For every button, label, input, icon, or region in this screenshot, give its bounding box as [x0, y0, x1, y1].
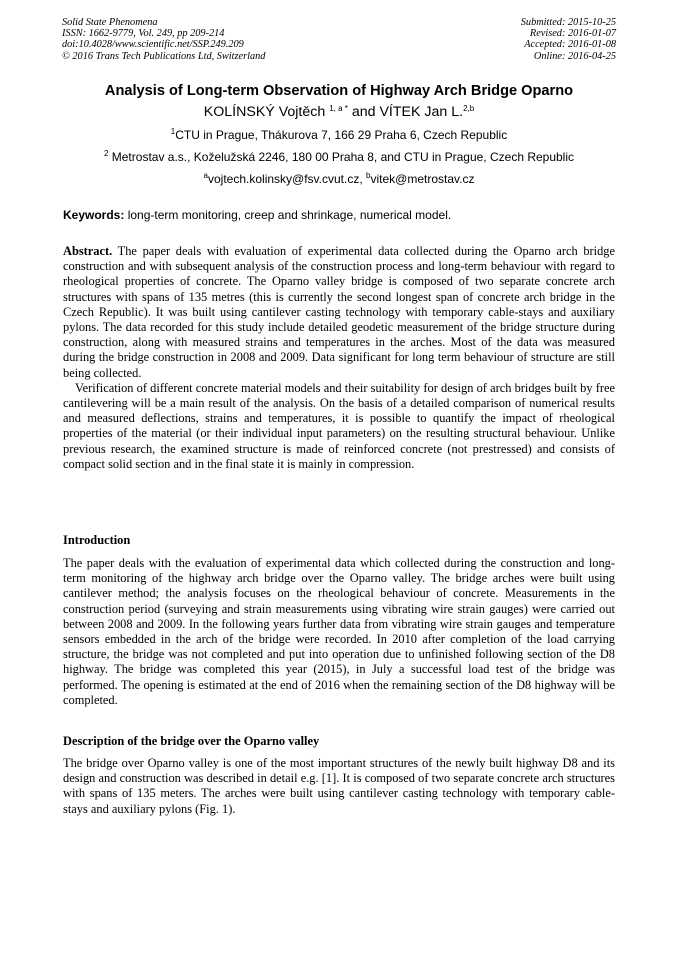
author-line [40, 103, 638, 121]
abstract-paragraph-2: Verification of different concrete material models and their suitability for design of arch bridges built by free cantilevering will be a main result of the analysis. On the basis of a detailed comparison of numerical results and measured deflections, strains and temperatures, it is possible to quantify the impact of rheological properties of the material (or their individual input parameters) on the resulting structural behaviour. Unlike previous research, the examined structure is made of reinforced concrete (not prestressed) and consists of compact solid section and in the final state it is mainly in compression. [63, 380, 615, 471]
affiliation-2-mark: 2 [103, 149, 109, 158]
email-1-mark: a [203, 171, 208, 180]
author-1: KOLÍNSKÝ Vojtěch [203, 104, 326, 120]
date-online: Online: 2016-04-25 [533, 50, 616, 62]
email-1: vojtech.kolinsky@fsv.cvut.cz, [208, 172, 363, 186]
abstract-paragraph-1-text: The paper deals with evaluation of experimental data collected during the Oparno arch bridge construction and with subsequent analysis of the construction process and long-term behaviour with regard to rheological properties of concrete. The Oparno valley bridge is composed of two separate concrete arch structures with spans of 135 metres (this is currently the second longest span of concrete arch bridge in the Czech Republic). It was built using cantilever casting technology with temporary cable-stays and auxiliary pylons. The data recorded for this study include detailed geodetic measurement of the bridge structure during construction, along with measured strains and temperatures in the arches. Most of the data was measured during the bridge construction in 2008 and 2009. Data significant for long term behaviour of structure are still being collected. [63, 244, 615, 380]
author-2-mark: 2,b [463, 104, 475, 113]
publication-dates [521, 17, 616, 62]
journal-issn: ISSN: 1662-9779, Vol. 249, pp 209-214 [62, 28, 225, 40]
keywords [63, 208, 615, 223]
introduction-section [63, 556, 615, 708]
section-heading-introduction: Introduction [63, 533, 131, 547]
abstract-label: Abstract. [63, 244, 113, 258]
abstract [63, 244, 615, 472]
email-2: vitek@metrostav.cz [370, 172, 475, 186]
introduction-paragraph-1: The paper deals with the evaluation of experimental data which collected during the construction and long-term monitoring of the highway arch bridge over the Oparno valley. The bridge arches were built using cantilever method; the analysis focuses on the rheological behaviour of concrete. Measurements in the construction period (surveying and strain measurements using vibrating wire strain gauges) were carried out between 2008 and 2009. In the following years further data from vibrating wire strain gauges and temperature sensors embedded in the arch of the bridge were recorded. In 2010 after completion of the load carrying structure, the bridge was not completed and put into operation due to unfinished following section of the D8 highway. The bridge was completed this year (2015), in July a successful load test of the bridge was performed. The opening is estimated at the end of 2016 when the remaining section of the D8 highway will be completed. [63, 556, 615, 707]
date-submitted: Submitted: 2015-10-25 [520, 17, 616, 28]
affiliation-1-mark: 1 [170, 127, 176, 136]
abstract-paragraph-1 [63, 244, 615, 381]
paper-title: Analysis of Long-term Observation of Highway Arch Bridge Oparno [104, 83, 574, 99]
journal-copyright: © 2016 Trans Tech Publications Ltd, Switzerland [62, 50, 266, 62]
affiliation-1-text: CTU in Prague, Thákurova 7, 166 29 Praha 6, Czech Republic [175, 128, 508, 142]
journal-name: Solid State Phenomena [62, 17, 158, 28]
affiliation-1 [40, 128, 638, 143]
journal-doi: doi:10.4028/www.scientific.net/SSP.249.209 [62, 39, 244, 51]
affiliation-2-text: Metrostav a.s., Koželužská 2246, 180 00 Praha 8, and CTU in Prague, Czech Republic [111, 150, 575, 164]
keywords-text: long-term monitoring, creep and shrinkage, numerical model. [127, 208, 452, 222]
author-1-mark: 1, a * [329, 104, 348, 113]
author-2: VÍTEK Jan L. [379, 104, 464, 120]
journal-info [62, 17, 265, 62]
keywords-label: Keywords: [63, 208, 125, 222]
section-heading-description: Description of the bridge over the Oparno valley [63, 734, 320, 748]
date-revised: Revised: 2016-01-07 [529, 28, 616, 40]
date-accepted: Accepted: 2016-01-08 [524, 39, 616, 51]
affiliation-2 [40, 150, 638, 165]
description-section [63, 756, 615, 817]
author-conjunction: and [351, 104, 376, 120]
title-block [40, 82, 638, 187]
description-paragraph-1: The bridge over Oparno valley is one of the most important structures of the newly built highway D8 and its design and construction was described in detail e.g. [1]. It is composed of two separate concrete arch structures with spans of 135 meters. The arches were built using cantilever casting technology with temporary cable-stays and auxiliary pylons (Fig. 1). [63, 756, 615, 816]
email-line [40, 172, 638, 187]
email-2-mark: b [366, 171, 371, 180]
